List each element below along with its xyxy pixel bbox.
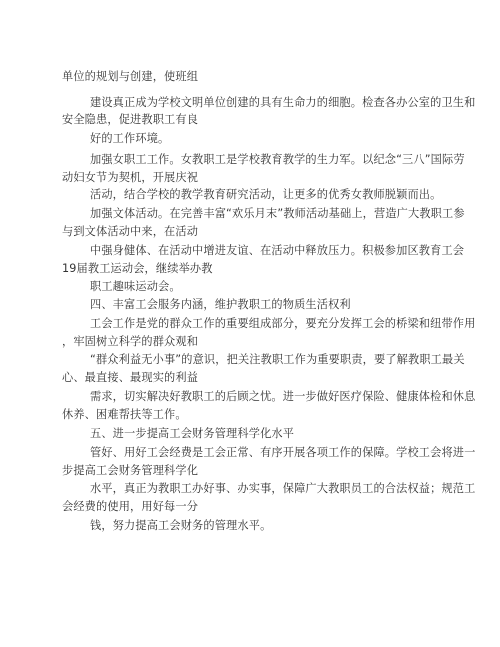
text-line: 休养、困难帮扶等工作。 — [62, 408, 187, 421]
text-line: 与到文体活动中来，在活动 — [62, 225, 199, 238]
text-line: 好的工作环境。 — [90, 132, 170, 145]
text-line: 心、最直接、最现实的利益 — [62, 371, 199, 384]
section-heading: 五、进一步提高工会财务管理科学化水平 — [90, 427, 295, 440]
text-line: 动妇女节为契机，开展庆祝 — [62, 171, 199, 184]
text-line: 水平，真正为教职工办好事、办实事，保障广大教职员工的合法权益；规范工 — [90, 482, 476, 495]
section-heading: 四、丰富工会服务内涵，维护教职工的物质生活权利 — [90, 298, 351, 311]
text-line: 工会工作是党的群众工作的重要组成部分，要充分发挥工会的桥梁和纽带作用 — [90, 317, 476, 330]
text-line: 职工趣味运动会。 — [90, 280, 181, 293]
text-line: 管好、用好工会经费是工会正常、有序开展各项工作的保障。学校工会将进一 — [90, 446, 476, 459]
text-line: 建设真正成为学校文明单位创建的具有生命力的细胞。检查各办公室的卫生和 — [90, 96, 476, 109]
text-line: “群众利益无小事”的意识，把关注教职工作为重要职责，要了解教职工最关 — [90, 353, 465, 366]
text-line: 加强女职工工作。女教职工是学校教育教学的生力军。以纪念“三八”国际劳 — [90, 153, 465, 166]
text-line: ，牢固树立科学的群众观和 — [62, 335, 199, 348]
text-line: 需求，切实解决好教职工的后顾之忧。进一步做好医疗保险、健康体检和休息 — [90, 390, 476, 403]
text-line: 19届教工运动会，继续举办教 — [62, 262, 213, 275]
text-line: 会经费的使用，用好每一分 — [62, 500, 199, 513]
text-line: 步提高工会财务管理科学化 — [62, 464, 199, 477]
text-line: 钱，努力提高工会财务的管理水平。 — [90, 519, 272, 532]
text-line: 加强文体活动。在完善丰富“欢乐月末”教师活动基础上，营造广大教职工参 — [90, 207, 465, 220]
text-line: 活动，结合学校的教学教育研究活动，让更多的优秀女教师脱颖而出。 — [90, 188, 442, 201]
text-line: 单位的规划与创建，使班组 — [62, 70, 199, 83]
text-line: 中强身健体、在活动中增进友谊、在活动中释放压力。积极参加区教育工会 — [90, 244, 465, 257]
text-line: 安全隐患，促进教职工有良 — [62, 113, 199, 126]
